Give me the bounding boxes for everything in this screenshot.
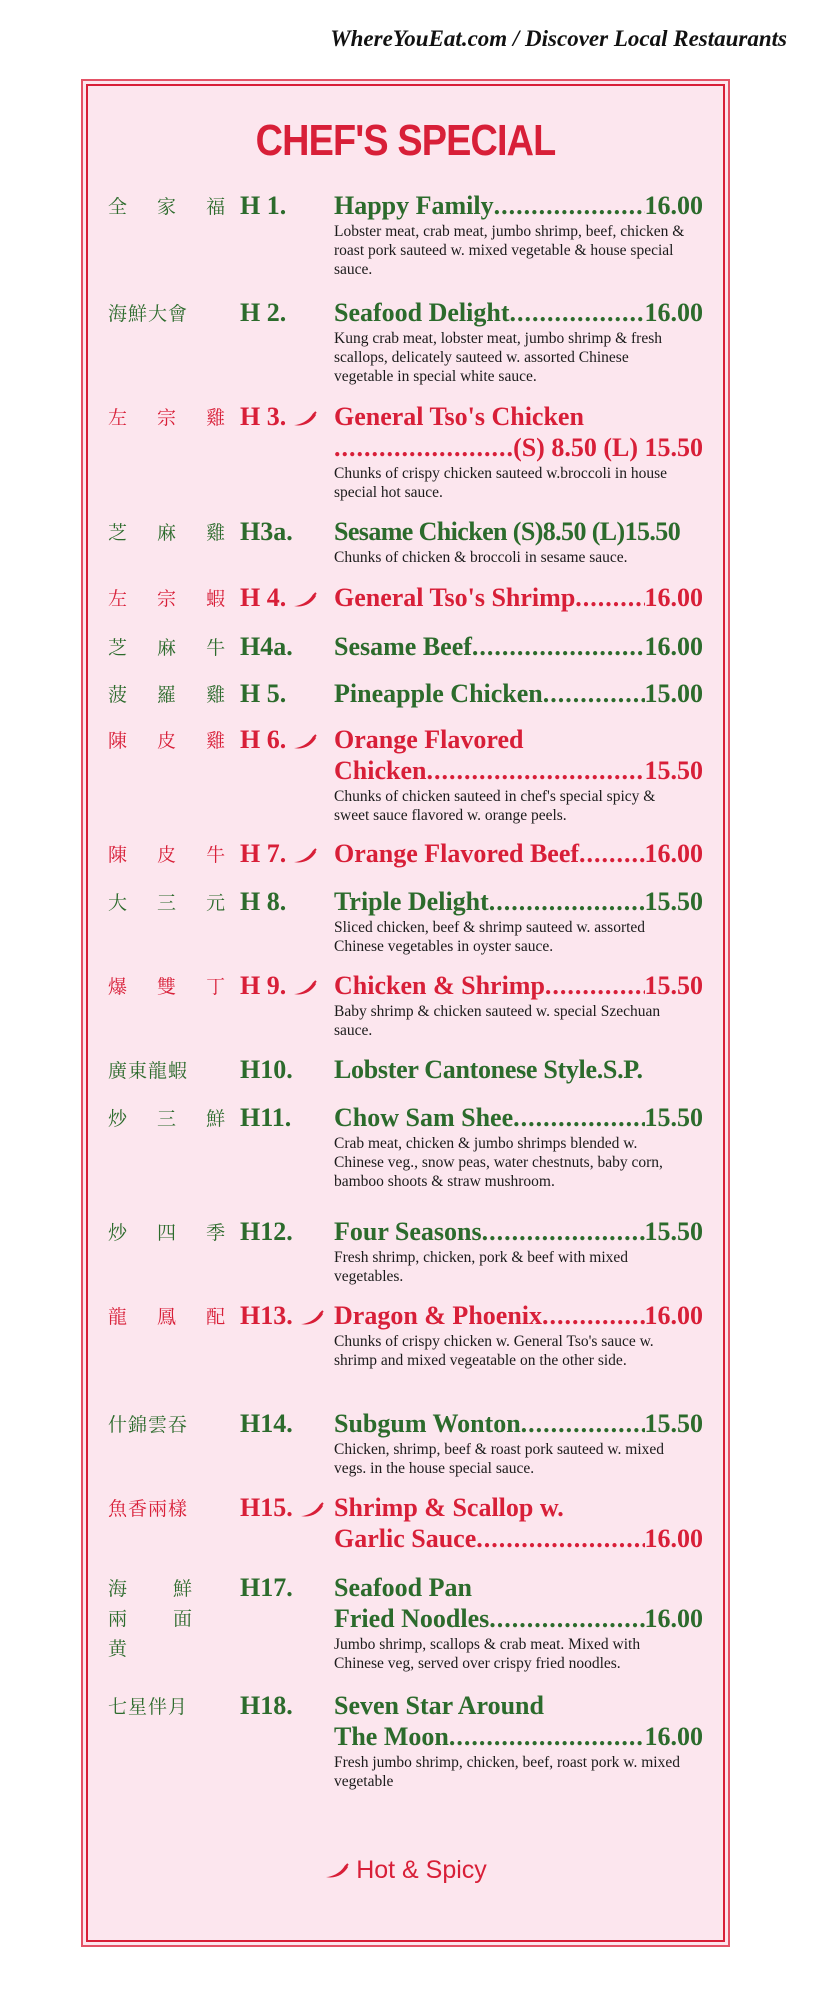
chinese-name: 爆 雙 丁 [108,976,238,998]
chili-pepper-icon [292,980,318,996]
item-code: H 1. [240,191,287,220]
item-description: Chunks of crispy chicken sauteed w.broccoli in house special hot sauce. [334,465,668,501]
item-name: Orange Flavored [334,725,524,754]
chinese-name: 海鮮大會 [108,303,189,325]
chinese-name: 陳 皮 牛 [108,844,238,866]
item-code: H4a. [240,632,293,661]
item-name: Chow Sam Shee [334,1103,514,1132]
item-code-text: H 9. [240,971,287,1000]
item-price: 15.50 [644,971,703,1000]
item-code: H 2. [240,298,287,327]
item-code-text: H 7. [240,839,287,868]
chinese-name: 左 宗 蝦 [108,588,238,610]
item-price: 16.00 [644,583,703,612]
item-description: Jumbo shrimp, scallops & crab meat. Mixed with Chinese veg, served over crispy fried noodles. [334,1636,641,1672]
item-name: Four Seasons [334,1217,482,1246]
item-price: 16.00 [644,1524,703,1553]
item-description: Fresh jumbo shrimp, chicken, beef, roast pork w. mixed vegetable [334,1754,680,1790]
item-price: 16.00 [644,298,703,327]
item-name: General Tso's Shrimp [334,583,576,612]
chili-pepper-icon [292,592,318,608]
chili-pepper-icon [292,848,318,864]
item-name: Triple Delight [334,887,489,916]
site-header: WhereYouEat.com / Discover Local Restaurants [330,26,787,51]
item-description: Baby shrimp & chicken sauteed w. special Szechuan sauce. [334,1003,661,1039]
legend-label: Hot & Spicy [356,1856,487,1884]
chili-pepper-icon [299,1310,325,1326]
item-code-text: H 3. [240,402,287,431]
chinese-name: 海 鮮 兩 面 黄 [108,1578,213,1660]
item-name-line2: Fried Noodles [334,1604,490,1633]
item-price: 15.50 [644,1103,703,1132]
item-price: 16.00 [644,191,703,220]
menu-card [86,84,725,1942]
item-code-text: H15. [240,1493,293,1522]
item-name: Seafood Delight [334,298,510,327]
chinese-name: 龍 鳳 配 [108,1306,238,1328]
item-name: Sesame Chicken (S)8.50 (L)15.50 [334,517,681,546]
chinese-name: 魚香兩樣 [108,1498,189,1520]
item-code-text: H 6. [240,725,287,754]
item-description: Sliced chicken, beef & shrimp sauteed w. assorted Chinese vegetables in oyster sauce. [334,919,646,955]
item-code-text: H13. [240,1301,293,1330]
item-code: H17. [240,1573,293,1602]
item-code: H14. [240,1409,293,1438]
item-code: H 5. [240,679,287,708]
item-name: Dragon & Phoenix [334,1301,542,1330]
chinese-name: 炒 四 季 [108,1222,238,1244]
item-code: H3a. [240,517,293,546]
item-name: Lobster Cantonese Style.S.P. [334,1055,643,1084]
item-price: 16.00 [644,1722,703,1751]
item-price: (S) 8.50 (L) 15.50 [513,433,703,462]
chinese-name: 什錦雲吞 [108,1414,189,1436]
item-code: H12. [240,1217,293,1246]
item-name-line2: Garlic Sauce [334,1524,477,1553]
menu-title: CHEF'S SPECIAL [255,116,556,165]
chinese-name: 大 三 元 [108,892,238,914]
item-description: Chicken, shrimp, beef & roast pork sauteed w. mixed vegs. in the house special sauce. [334,1441,665,1477]
item-name: Happy Family [334,191,494,220]
chinese-name: 全 家 福 [108,196,238,218]
item-code [240,724,318,756]
chinese-name: 陳 皮 雞 [108,730,238,752]
item-description: Fresh shrimp, chicken, pork & beef with mixed vegetables. [334,1249,629,1285]
chili-pepper-icon [324,1863,350,1879]
item-code: H18. [240,1691,293,1720]
item-code [240,838,318,870]
item-price: 15.50 [644,1409,703,1438]
chinese-name: 炒 三 鮮 [108,1108,238,1130]
chinese-name: 芝 麻 雞 [108,522,238,544]
chinese-name: 左 宗 雞 [108,407,238,429]
item-price: 16.00 [644,839,703,868]
hot-spicy-legend [88,1856,723,1885]
item-code: H11. [240,1103,292,1132]
item-name: Chicken & Shrimp [334,971,545,1000]
item-price: 15.50 [644,756,703,785]
chinese-name: 七星伴月 [108,1696,189,1718]
item-code: H10. [240,1055,293,1084]
item-description: Crab meat, chicken & jumbo shrimps blended w. Chinese veg., snow peas, water chestnuts, baby corn, bamboo shoots & straw mushroom. [334,1135,663,1190]
item-description: Chunks of chicken sauteed in chef's special spicy & sweet sauce flavored w. orange peels. [334,788,656,824]
item-name: Subgum Wonton [334,1409,521,1438]
item-price: 15.00 [644,679,703,708]
item-name-line2: The Moon [334,1722,449,1751]
item-price: 16.00 [644,632,703,661]
item-name: Seven Star Around [334,1691,544,1720]
item-description: Lobster meat, crab meat, jumbo shrimp, beef, chicken & roast pork sauteed w. mixed vegetable & house special sauce. [334,223,685,278]
chili-pepper-icon [292,411,318,427]
item-code: H 8. [240,887,287,916]
item-description: Kung crab meat, lobster meat, jumbo shrimp & fresh scallops, delicately sauteed w. assorted Chinese vegetable in special white sauce. [334,330,663,385]
item-code [240,1300,325,1332]
item-code [240,582,318,614]
item-code [240,401,318,433]
item-name: Pineapple Chicken [334,679,543,708]
item-code [240,970,318,1002]
item-name: Shrimp & Scallop w. [334,1493,564,1522]
item-name: General Tso's Chicken [334,402,584,431]
item-code-text: H 4. [240,583,287,612]
item-price: 15.50 [644,887,703,916]
chinese-name: 廣東龍蝦 [108,1060,189,1082]
chili-pepper-icon [299,1502,325,1518]
item-name: Sesame Beef [334,632,472,661]
item-price: 16.00 [644,1604,703,1633]
item-price: 16.00 [644,1301,703,1330]
chinese-name: 芝 麻 牛 [108,637,238,659]
item-description: Chunks of crispy chicken w. General Tso's sauce w. shrimp and mixed vegeatable on the other side. [334,1333,654,1369]
item-name: Seafood Pan [334,1573,472,1602]
item-description: Chunks of chicken & broccoli in sesame sauce. [334,549,628,566]
item-code [240,1492,325,1524]
item-name: Orange Flavored Beef [334,839,580,868]
item-name-line2: Chicken [334,756,427,785]
chili-pepper-icon [292,734,318,750]
item-price: 15.50 [644,1217,703,1246]
chinese-name: 菠 羅 雞 [108,684,238,706]
